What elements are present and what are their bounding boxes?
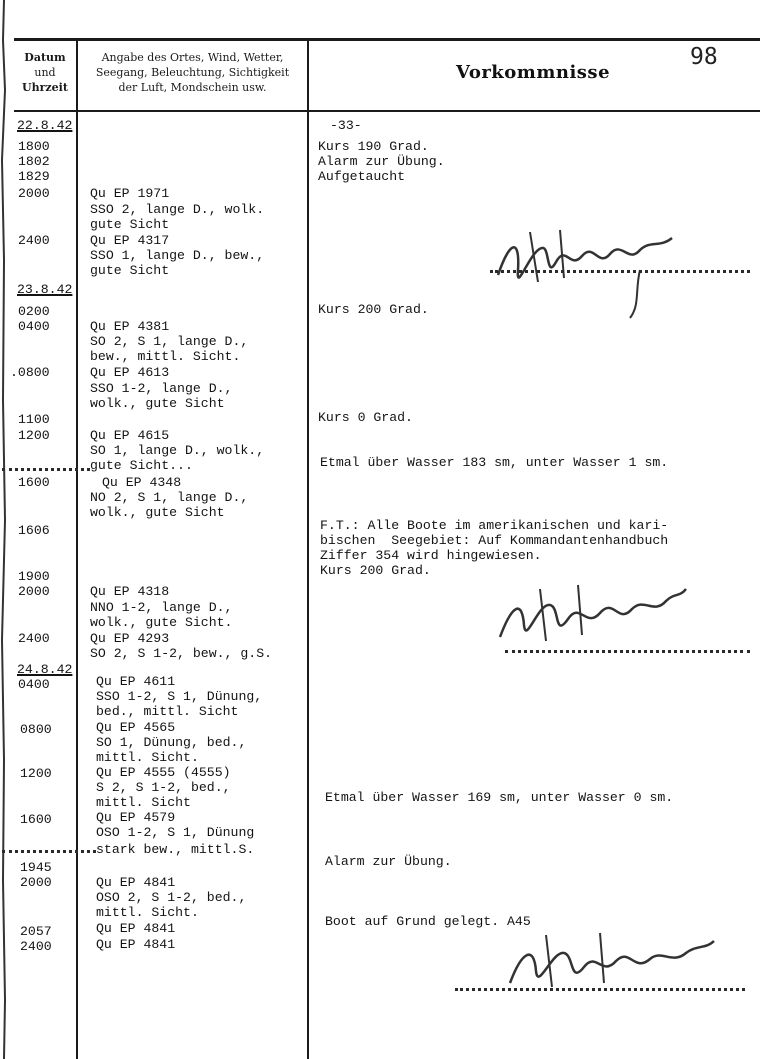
signature-line-2: [505, 650, 750, 653]
location-2000-c-line-3: mittl. Sicht.: [96, 905, 199, 920]
time-2000: 2000: [18, 186, 50, 201]
top-rule: [14, 38, 760, 41]
location-2400-line-2: SSO 1, lange D., bew.,: [90, 248, 265, 263]
location-2000-line-1: Qu EP 1971: [90, 186, 170, 201]
time-1200-c: 1200: [20, 766, 52, 781]
location-2000-c-line-2: OSO 2, S 1-2, bed.,: [96, 890, 247, 905]
time-0400-c: 0400: [18, 677, 50, 692]
location-2400-line-3: gute Sicht: [90, 263, 170, 278]
time-0200: 0200: [18, 304, 50, 319]
location-1200-c-line-3: mittl. Sicht: [96, 795, 191, 810]
location-1200-c-line-2: S 2, S 1-2, bed.,: [96, 780, 231, 795]
time-1100: 1100: [18, 412, 50, 427]
time-2057: 2057: [20, 924, 52, 939]
time-2400-c: 2400: [20, 939, 52, 954]
time-1600-c: 1600: [20, 812, 52, 827]
header-date-column: [14, 50, 76, 95]
time-1900: 1900: [18, 569, 50, 584]
location-2057-line-1: Qu EP 4841: [96, 921, 176, 936]
page-number: 98: [690, 44, 718, 70]
location-1600-line-1: Qu EP 4348: [102, 475, 182, 490]
header-bottom-rule: [14, 110, 760, 112]
date-24-8-42: 24.8.42: [17, 662, 73, 677]
location-1200-line-2: SO 1, lange D., wolk.,: [90, 443, 265, 458]
event-ft-line-3: Ziffer 354 wird hingewiesen.: [320, 548, 542, 563]
location-2000-b-line-1: Qu EP 4318: [90, 584, 170, 599]
time-0800: .0800: [10, 365, 50, 380]
location-2400-c-line-1: Qu EP 4841: [96, 937, 176, 952]
event-etmal-23: Etmal über Wasser 183 sm, unter Wasser 1 sm.: [320, 455, 669, 470]
time-1200: 1200: [18, 428, 50, 443]
event-ft-line-2: bischen Seegebiet: Auf Kommandantenhandbuch: [320, 533, 669, 548]
location-2400-line-1: Qu EP 4317: [90, 233, 170, 248]
signature-3: [500, 925, 720, 1005]
location-1600-line-2: NO 2, S 1, lange D.,: [90, 490, 249, 505]
header-events-title: Vorkommnisse: [456, 62, 611, 83]
location-0400-line-1: Qu EP 4381: [90, 319, 170, 334]
time-2000-c: 2000: [20, 875, 52, 890]
day-separator-dots-1: [2, 468, 90, 471]
location-1600-c-line-3: stark bew., mittl.S.: [96, 842, 255, 857]
location-2000-line-3: gute Sicht: [90, 217, 170, 232]
time-0400: 0400: [18, 319, 50, 334]
event-etmal-24: Etmal über Wasser 169 sm, unter Wasser 0 sm.: [325, 790, 674, 805]
event-2057: Boot auf Grund gelegt. A45: [325, 914, 531, 929]
event-1829: Aufgetaucht: [318, 169, 406, 184]
date-22-8-42: 22.8.42: [17, 118, 73, 133]
time-2000-b: 2000: [18, 584, 50, 599]
date-23-8-42: 23.8.42: [17, 282, 73, 297]
location-1200-line-1: Qu EP 4615: [90, 428, 170, 443]
header-location-column: [78, 50, 307, 95]
event-0200: Kurs 200 Grad.: [318, 302, 429, 317]
time-1600: 1600: [18, 475, 50, 490]
location-0800-c-line-1: Qu EP 4565: [96, 720, 176, 735]
event-1802: Alarm zur Übung.: [318, 154, 445, 169]
location-0400-line-2: SO 2, S 1, lange D.,: [90, 334, 249, 349]
location-2000-b-line-3: wolk., gute Sicht.: [90, 615, 233, 630]
signature-line-3: [455, 988, 745, 991]
event-1100: Kurs 0 Grad.: [318, 410, 413, 425]
event-number: -33-: [330, 118, 362, 133]
location-0800-line-3: wolk., gute Sicht: [90, 396, 225, 411]
header-date-label: Datum: [24, 51, 66, 64]
header-und-label: und: [34, 66, 56, 79]
event-1800: Kurs 190 Grad.: [318, 139, 429, 154]
column-rule-1: [76, 38, 78, 1059]
location-0400-line-3: bew., mittl. Sicht.: [90, 349, 241, 364]
event-1945: Alarm zur Übung.: [325, 854, 452, 869]
time-2400: 2400: [18, 233, 50, 248]
location-2400-b-line-2: SO 2, S 1-2, bew., g.S.: [90, 646, 273, 661]
location-0400-c-line-3: bed., mittl. Sicht: [96, 704, 239, 719]
event-ft-line-1: F.T.: Alle Boote im amerikanischen und kari-: [320, 518, 669, 533]
location-1200-c-line-1: Qu EP 4555 (4555): [96, 765, 231, 780]
time-0800-c: 0800: [20, 722, 52, 737]
day-separator-dots-2: [2, 850, 96, 853]
location-1600-c-line-2: OSO 1-2, S 1, Dünung: [96, 825, 255, 840]
location-0800-line-2: SSO 1-2, lange D.,: [90, 381, 233, 396]
location-0800-line-1: Qu EP 4613: [90, 365, 170, 380]
signature-line-1: [490, 270, 750, 273]
location-2000-b-line-2: NNO 1-2, lange D.,: [90, 600, 233, 615]
location-0800-c-line-3: mittl. Sicht.: [96, 750, 199, 765]
location-2000-c-line-1: Qu EP 4841: [96, 875, 176, 890]
location-1600-line-3: wolk., gute Sicht: [90, 505, 225, 520]
time-2400-b: 2400: [18, 631, 50, 646]
location-2000-line-2: SSO 2, lange D., wolk.: [90, 202, 265, 217]
header-location-line-1: Angabe des Ortes, Wind, Wetter,: [101, 51, 284, 64]
header-time-label: Uhrzeit: [22, 81, 68, 94]
header-location-line-3: der Luft, Mondschein usw.: [118, 81, 267, 94]
time-1802: 1802: [18, 154, 50, 169]
binding-edge: [0, 0, 10, 1059]
location-0400-c-line-2: SSO 1-2, S 1, Dünung,: [96, 689, 263, 704]
location-1200-line-3: gute Sicht...: [90, 458, 193, 473]
header-location-line-2: Seegang, Beleuchtung, Sichtigkeit: [95, 66, 290, 79]
location-2400-b-line-1: Qu EP 4293: [90, 631, 170, 646]
time-1945: 1945: [20, 860, 52, 875]
time-1800: 1800: [18, 139, 50, 154]
time-1606: 1606: [18, 523, 50, 538]
location-0400-c-line-1: Qu EP 4611: [96, 674, 176, 689]
column-rule-2: [307, 38, 309, 1059]
location-0800-c-line-2: SO 1, Dünung, bed.,: [96, 735, 247, 750]
location-1600-c-line-1: Qu EP 4579: [96, 810, 176, 825]
event-1900: Kurs 200 Grad.: [320, 563, 431, 578]
time-1829: 1829: [18, 169, 50, 184]
